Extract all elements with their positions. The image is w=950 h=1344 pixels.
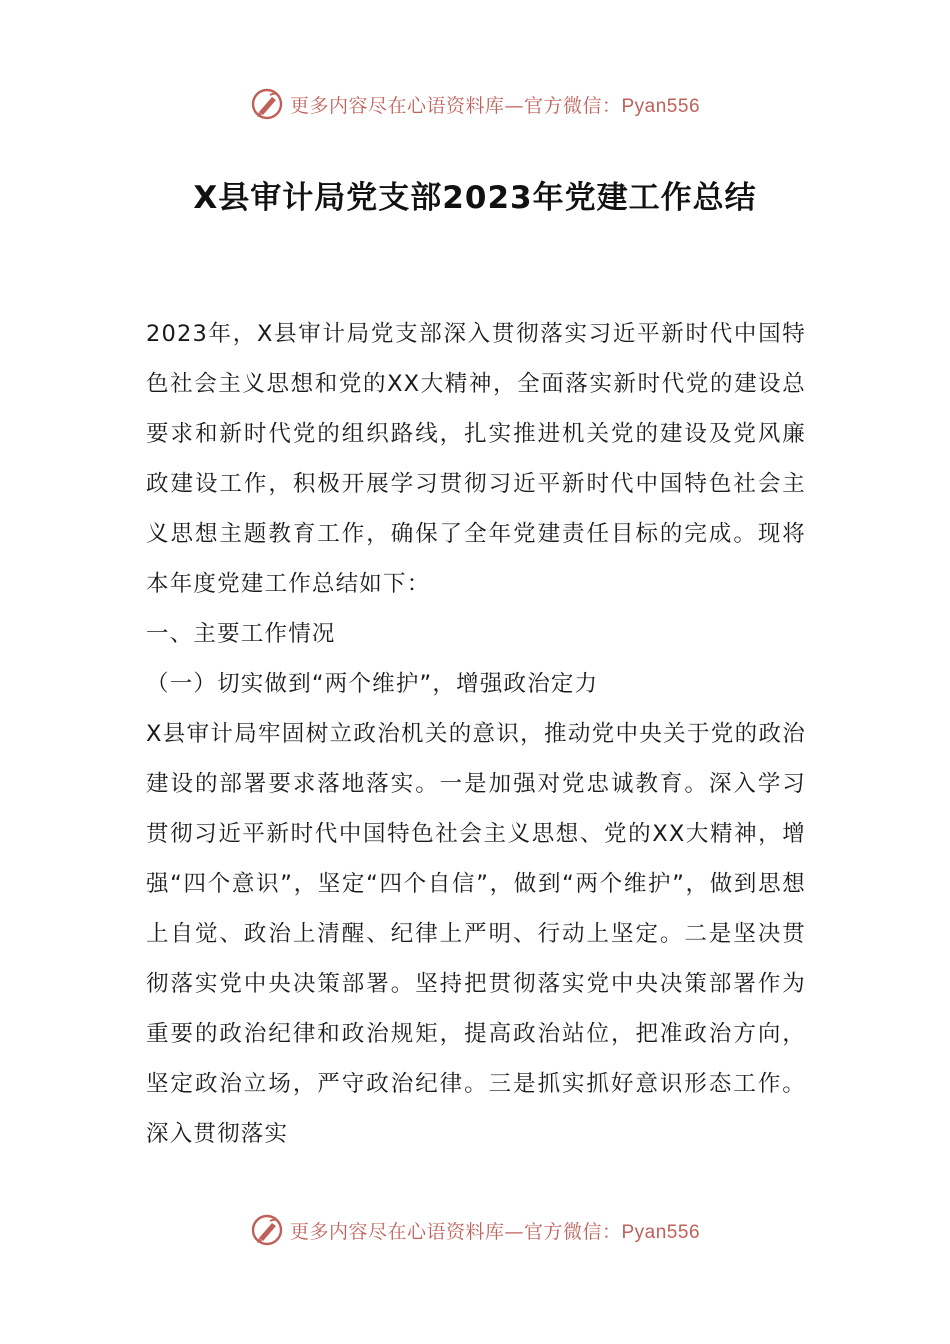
subsection-heading: （一）切实做到“两个维护”，增强政治定力	[146, 671, 599, 697]
document-title: X县审计局党支部2023年党建工作总结	[193, 180, 757, 216]
watermark-handle: Pyan556	[621, 95, 701, 117]
section-heading: 一、主要工作情况	[146, 621, 336, 647]
paragraph-intro: 2023年，X县审计局党支部深入贯彻落实习近平新时代中国特色社会主义思想和党的XX大精神，全面落实新时代党的建设总要求和新时代党的组织路线，扎实推进机关党的建设及党风廉政建设工作，积极开展学习贯彻习近平新时代中国特色社会主义思想主题教育工作，确保了全年党建责任目标的完成。现将本年度党建工作总结如下：	[146, 321, 806, 597]
document-body	[146, 309, 806, 1159]
watermark-text: 更多内容尽在心语资料库—官方微信：Pyan556	[289, 94, 701, 117]
paragraph-body: X县审计局牢固树立政治机关的意识，推动党中央关于党的政治建设的部署要求落地落实。一是加强对党忠诚教育。深入学习贯彻习近平新时代中国特色社会主义思想、党的XX大精神，增强“四个意识”，坚定“四个自信”，做到“两个维护”，做到思想上自觉、政治上清醒、纪律上严明、行动上坚定。二是坚决贯彻落实党中央决策部署。坚持把贯彻落实党中央决策部署作为重要的政治纪律和政治规矩，提高政治站位，把准政治方向，坚定政治立场，严守政治纪律。三是抓实抓好意识形态工作。深入贯彻落实	[146, 721, 806, 1147]
watermark-handle: Pyan556	[621, 1221, 701, 1243]
watermark-text: 更多内容尽在心语资料库—官方微信：Pyan556	[289, 1220, 701, 1243]
footer-watermark	[0, 1210, 950, 1250]
pen-logo-icon	[250, 1213, 284, 1247]
pen-logo-icon	[250, 87, 284, 121]
header-watermark	[0, 84, 950, 124]
